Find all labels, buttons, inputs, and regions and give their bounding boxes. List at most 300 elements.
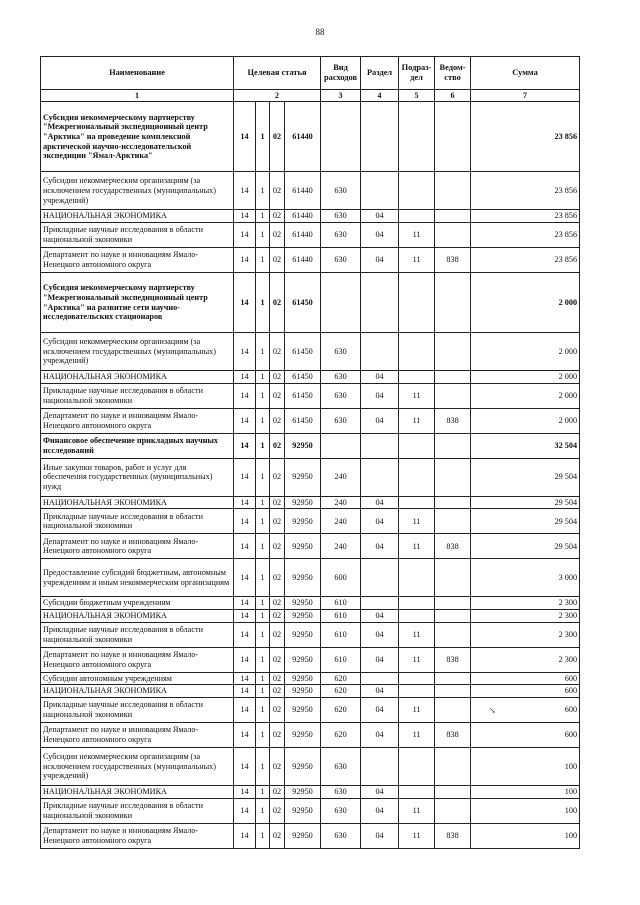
expense-type-code: 630 xyxy=(321,333,361,371)
header-subsection: Подраз-дел xyxy=(399,57,435,90)
section-code xyxy=(361,559,399,597)
subsection-code xyxy=(399,496,435,509)
section-code: 04 xyxy=(361,798,399,823)
table-row xyxy=(41,210,580,223)
row-name: НАЦИОНАЛЬНАЯ ЭКОНОМИКА xyxy=(41,610,234,623)
target-article-event: 02 xyxy=(270,383,285,408)
target-article-program: 14 xyxy=(234,210,256,223)
target-article-event: 02 xyxy=(270,685,285,698)
row-sum: 2 000 xyxy=(471,273,580,333)
row-name: Прикладные научные исследования в области национальной экономики xyxy=(41,223,234,248)
subsection-code: 11 xyxy=(399,798,435,823)
column-number-row xyxy=(41,90,580,102)
section-code: 04 xyxy=(361,223,399,248)
target-article-event: 02 xyxy=(270,102,285,172)
expense-type-code: 620 xyxy=(321,723,361,748)
subsection-code xyxy=(399,371,435,384)
section-code xyxy=(361,172,399,210)
section-code xyxy=(361,433,399,458)
expense-type-code: 610 xyxy=(321,597,361,610)
target-article-program: 14 xyxy=(234,610,256,623)
target-article-subprogram: 1 xyxy=(256,610,270,623)
table-row xyxy=(41,610,580,623)
row-sum: 2 000 xyxy=(471,333,580,371)
row-name: Прикладные научные исследования в области национальной экономики xyxy=(41,698,234,723)
table-row xyxy=(41,786,580,799)
department-code xyxy=(435,798,471,823)
row-name: НАЦИОНАЛЬНАЯ ЭКОНОМИКА xyxy=(41,371,234,384)
section-code: 04 xyxy=(361,496,399,509)
expense-type-code: 630 xyxy=(321,786,361,799)
table-row xyxy=(41,597,580,610)
target-article-code: 92950 xyxy=(285,748,321,786)
scan-mark: ↘ xyxy=(489,706,496,715)
target-article-subprogram: 1 xyxy=(256,248,270,273)
department-code: 838 xyxy=(435,647,471,672)
expense-type-code: 630 xyxy=(321,210,361,223)
department-code xyxy=(435,383,471,408)
row-sum: 2 300 xyxy=(471,610,580,623)
target-article-code: 92950 xyxy=(285,647,321,672)
target-article-code: 61450 xyxy=(285,408,321,433)
target-article-subprogram: 1 xyxy=(256,748,270,786)
target-article-subprogram: 1 xyxy=(256,798,270,823)
section-code: 04 xyxy=(361,371,399,384)
target-article-event: 02 xyxy=(270,210,285,223)
target-article-program: 14 xyxy=(234,748,256,786)
department-code xyxy=(435,172,471,210)
expense-type-code: 630 xyxy=(321,408,361,433)
row-sum: 3 000 xyxy=(471,559,580,597)
row-sum: 29 504 xyxy=(471,458,580,496)
target-article-subprogram: 1 xyxy=(256,672,270,685)
subsection-code xyxy=(399,333,435,371)
row-sum: 29 504 xyxy=(471,496,580,509)
budget-table xyxy=(40,56,580,849)
target-article-program: 14 xyxy=(234,509,256,534)
target-article-subprogram: 1 xyxy=(256,786,270,799)
row-name: Иные закупки товаров, работ и услуг для обеспечения государственных (муниципальных) нужд xyxy=(41,458,234,496)
column-number: 1 xyxy=(41,90,234,102)
target-article-code: 92950 xyxy=(285,786,321,799)
target-article-event: 02 xyxy=(270,786,285,799)
target-article-event: 02 xyxy=(270,458,285,496)
table-row xyxy=(41,248,580,273)
section-code: 04 xyxy=(361,823,399,848)
target-article-code: 92950 xyxy=(285,509,321,534)
target-article-code: 61440 xyxy=(285,223,321,248)
row-sum: 600 xyxy=(471,723,580,748)
table-row xyxy=(41,509,580,534)
expense-type-code: 630 xyxy=(321,371,361,384)
subsection-code: 11 xyxy=(399,383,435,408)
department-code xyxy=(435,685,471,698)
target-article-subprogram: 1 xyxy=(256,210,270,223)
table-row xyxy=(41,458,580,496)
target-article-subprogram: 1 xyxy=(256,223,270,248)
row-name: Департамент по науке и инновациям Ямало-Ненецкого автономного округа xyxy=(41,534,234,559)
row-sum: 2 000 xyxy=(471,371,580,384)
subsection-code xyxy=(399,786,435,799)
target-article-code: 61440 xyxy=(285,248,321,273)
section-code: 04 xyxy=(361,698,399,723)
row-name: Субсидия некоммерческому партнерству "Межрегиональный экспедиционный центр "Арктика" на развитие сети научно-исследовательских стационаров xyxy=(41,273,234,333)
target-article-code: 92950 xyxy=(285,798,321,823)
expense-type-code: 630 xyxy=(321,798,361,823)
table-row xyxy=(41,622,580,647)
target-article-program: 14 xyxy=(234,458,256,496)
target-article-subprogram: 1 xyxy=(256,509,270,534)
expense-type-code: 600 xyxy=(321,559,361,597)
department-code xyxy=(435,610,471,623)
section-code xyxy=(361,597,399,610)
row-name: Департамент по науке и инновациям Ямало-Ненецкого автономного округа xyxy=(41,248,234,273)
target-article-event: 02 xyxy=(270,622,285,647)
target-article-event: 02 xyxy=(270,698,285,723)
row-sum: 2 000 xyxy=(471,408,580,433)
target-article-code: 61450 xyxy=(285,383,321,408)
table-row xyxy=(41,698,580,723)
department-code: 838 xyxy=(435,823,471,848)
row-sum: 23 856 xyxy=(471,172,580,210)
department-code xyxy=(435,672,471,685)
table-row xyxy=(41,333,580,371)
target-article-subprogram: 1 xyxy=(256,723,270,748)
subsection-code: 11 xyxy=(399,622,435,647)
department-code: 838 xyxy=(435,534,471,559)
row-sum: 23 856 xyxy=(471,210,580,223)
subsection-code: 11 xyxy=(399,823,435,848)
target-article-program: 14 xyxy=(234,433,256,458)
column-number: 2 xyxy=(234,90,321,102)
target-article-code: 61450 xyxy=(285,273,321,333)
target-article-code: 92950 xyxy=(285,698,321,723)
table-row xyxy=(41,172,580,210)
target-article-subprogram: 1 xyxy=(256,622,270,647)
section-code: 04 xyxy=(361,622,399,647)
target-article-subprogram: 1 xyxy=(256,685,270,698)
target-article-event: 02 xyxy=(270,223,285,248)
expense-type-code: 630 xyxy=(321,823,361,848)
target-article-code: 92950 xyxy=(285,610,321,623)
row-name: Субсидии некоммерческим организациям (за исключением государственных (муниципальных) учреждений) xyxy=(41,333,234,371)
budget-rows xyxy=(41,102,580,848)
row-name: Департамент по науке и инновациям Ямало-Ненецкого автономного округа xyxy=(41,647,234,672)
department-code xyxy=(435,622,471,647)
target-article-code: 61440 xyxy=(285,102,321,172)
row-name: Прикладные научные исследования в области национальной экономики xyxy=(41,509,234,534)
row-name: Субсидии некоммерческим организациям (за исключением государственных (муниципальных) учреждений) xyxy=(41,172,234,210)
table-row xyxy=(41,647,580,672)
target-article-code: 92950 xyxy=(285,672,321,685)
table-row xyxy=(41,371,580,384)
target-article-code: 92950 xyxy=(285,496,321,509)
department-code xyxy=(435,433,471,458)
target-article-code: 61450 xyxy=(285,371,321,384)
target-article-program: 14 xyxy=(234,102,256,172)
column-number: 4 xyxy=(361,90,399,102)
expense-type-code: 610 xyxy=(321,622,361,647)
row-name: Предоставление субсидий бюджетным, автономным учреждениям и иным некоммерческим организациям xyxy=(41,559,234,597)
department-code xyxy=(435,559,471,597)
subsection-code xyxy=(399,273,435,333)
department-code xyxy=(435,458,471,496)
target-article-program: 14 xyxy=(234,647,256,672)
page-number: 88 xyxy=(315,27,325,37)
row-name: Департамент по науке и инновациям Ямало-Ненецкого автономного округа xyxy=(41,723,234,748)
row-sum: 600 xyxy=(471,685,580,698)
section-code xyxy=(361,102,399,172)
section-code: 04 xyxy=(361,509,399,534)
subsection-code: 11 xyxy=(399,723,435,748)
column-number: 5 xyxy=(399,90,435,102)
expense-type-code: 630 xyxy=(321,172,361,210)
target-article-event: 02 xyxy=(270,672,285,685)
target-article-program: 14 xyxy=(234,723,256,748)
row-sum: 600 xyxy=(471,672,580,685)
department-code: 838 xyxy=(435,723,471,748)
department-code xyxy=(435,786,471,799)
department-code xyxy=(435,273,471,333)
expense-type-code: 620 xyxy=(321,698,361,723)
subsection-code xyxy=(399,610,435,623)
row-sum: 2 300 xyxy=(471,647,580,672)
target-article-subprogram: 1 xyxy=(256,383,270,408)
subsection-code xyxy=(399,458,435,496)
target-article-subprogram: 1 xyxy=(256,273,270,333)
column-number: 6 xyxy=(435,90,471,102)
row-sum: 29 504 xyxy=(471,509,580,534)
table-row xyxy=(41,383,580,408)
column-number: 3 xyxy=(321,90,361,102)
expense-type-code: 240 xyxy=(321,458,361,496)
target-article-subprogram: 1 xyxy=(256,647,270,672)
target-article-program: 14 xyxy=(234,223,256,248)
header-expense-type: Вид расходов xyxy=(321,57,361,90)
subsection-code xyxy=(399,172,435,210)
department-code: 838 xyxy=(435,248,471,273)
section-code: 04 xyxy=(361,786,399,799)
target-article-program: 14 xyxy=(234,172,256,210)
table-row xyxy=(41,559,580,597)
target-article-subprogram: 1 xyxy=(256,371,270,384)
target-article-program: 14 xyxy=(234,273,256,333)
row-name: НАЦИОНАЛЬНАЯ ЭКОНОМИКА xyxy=(41,210,234,223)
row-name: Субсидии бюджетным учреждениям xyxy=(41,597,234,610)
row-sum: 29 504 xyxy=(471,534,580,559)
section-code xyxy=(361,333,399,371)
section-code xyxy=(361,748,399,786)
subsection-code xyxy=(399,210,435,223)
subsection-code xyxy=(399,102,435,172)
row-sum: 2 300 xyxy=(471,597,580,610)
target-article-code: 92950 xyxy=(285,433,321,458)
table-row xyxy=(41,748,580,786)
target-article-subprogram: 1 xyxy=(256,823,270,848)
target-article-program: 14 xyxy=(234,383,256,408)
expense-type-code: 240 xyxy=(321,496,361,509)
target-article-program: 14 xyxy=(234,248,256,273)
target-article-code: 92950 xyxy=(285,534,321,559)
row-name: Департамент по науке и инновациям Ямало-Ненецкого автономного округа xyxy=(41,823,234,848)
target-article-event: 02 xyxy=(270,647,285,672)
target-article-event: 02 xyxy=(270,723,285,748)
subsection-code: 11 xyxy=(399,408,435,433)
row-name: Прикладные научные исследования в области национальной экономики xyxy=(41,622,234,647)
target-article-event: 02 xyxy=(270,333,285,371)
target-article-program: 14 xyxy=(234,597,256,610)
target-article-program: 14 xyxy=(234,672,256,685)
target-article-program: 14 xyxy=(234,698,256,723)
expense-type-code: 610 xyxy=(321,647,361,672)
row-sum: 23 856 xyxy=(471,102,580,172)
subsection-code xyxy=(399,433,435,458)
target-article-program: 14 xyxy=(234,371,256,384)
section-code: 04 xyxy=(361,610,399,623)
target-article-event: 02 xyxy=(270,509,285,534)
department-code xyxy=(435,333,471,371)
target-article-code: 92950 xyxy=(285,458,321,496)
target-article-event: 02 xyxy=(270,433,285,458)
target-article-event: 02 xyxy=(270,597,285,610)
target-article-subprogram: 1 xyxy=(256,458,270,496)
target-article-subprogram: 1 xyxy=(256,534,270,559)
section-code xyxy=(361,273,399,333)
section-code: 04 xyxy=(361,248,399,273)
table-row xyxy=(41,672,580,685)
table-row xyxy=(41,798,580,823)
expense-type-code: 620 xyxy=(321,672,361,685)
row-name: Финансовое обеспечение прикладных научных исследований xyxy=(41,433,234,458)
row-sum: 23 856 xyxy=(471,248,580,273)
table-row xyxy=(41,433,580,458)
target-article-code: 92950 xyxy=(285,597,321,610)
expense-type-code xyxy=(321,102,361,172)
target-article-code: 92950 xyxy=(285,685,321,698)
table-row xyxy=(41,685,580,698)
subsection-code xyxy=(399,559,435,597)
expense-type-code: 610 xyxy=(321,610,361,623)
expense-type-code: 630 xyxy=(321,248,361,273)
target-article-code: 92950 xyxy=(285,823,321,848)
department-code: 838 xyxy=(435,408,471,433)
department-code xyxy=(435,748,471,786)
header-target-article: Целевая статья xyxy=(234,57,321,90)
row-sum: 100 xyxy=(471,823,580,848)
expense-type-code: 630 xyxy=(321,748,361,786)
target-article-subprogram: 1 xyxy=(256,559,270,597)
header-sum: Сумма xyxy=(471,57,580,90)
row-sum: 23 856 xyxy=(471,223,580,248)
subsection-code: 11 xyxy=(399,509,435,534)
target-article-subprogram: 1 xyxy=(256,102,270,172)
section-code: 04 xyxy=(361,408,399,433)
row-name: НАЦИОНАЛЬНАЯ ЭКОНОМИКА xyxy=(41,685,234,698)
section-code xyxy=(361,458,399,496)
table-row xyxy=(41,408,580,433)
target-article-event: 02 xyxy=(270,248,285,273)
subsection-code: 11 xyxy=(399,698,435,723)
subsection-code xyxy=(399,597,435,610)
section-code xyxy=(361,672,399,685)
target-article-program: 14 xyxy=(234,786,256,799)
target-article-code: 61450 xyxy=(285,333,321,371)
target-article-event: 02 xyxy=(270,823,285,848)
department-code xyxy=(435,698,471,723)
row-sum: 100 xyxy=(471,786,580,799)
section-code: 04 xyxy=(361,647,399,672)
expense-type-code: 630 xyxy=(321,223,361,248)
subsection-code: 11 xyxy=(399,223,435,248)
target-article-program: 14 xyxy=(234,798,256,823)
row-sum: 32 504 xyxy=(471,433,580,458)
target-article-program: 14 xyxy=(234,333,256,371)
subsection-code: 11 xyxy=(399,248,435,273)
target-article-program: 14 xyxy=(234,622,256,647)
row-name: Департамент по науке и инновациям Ямало-Ненецкого автономного округа xyxy=(41,408,234,433)
target-article-program: 14 xyxy=(234,685,256,698)
target-article-program: 14 xyxy=(234,534,256,559)
row-name: НАЦИОНАЛЬНАЯ ЭКОНОМИКА xyxy=(41,786,234,799)
target-article-subprogram: 1 xyxy=(256,698,270,723)
expense-type-code: 240 xyxy=(321,534,361,559)
target-article-program: 14 xyxy=(234,408,256,433)
target-article-event: 02 xyxy=(270,610,285,623)
section-code: 04 xyxy=(361,685,399,698)
target-article-code: 61440 xyxy=(285,172,321,210)
table-row xyxy=(41,823,580,848)
expense-type-code: 630 xyxy=(321,383,361,408)
target-article-subprogram: 1 xyxy=(256,408,270,433)
row-sum: 2 300 xyxy=(471,622,580,647)
target-article-event: 02 xyxy=(270,559,285,597)
department-code xyxy=(435,210,471,223)
subsection-code xyxy=(399,685,435,698)
header-department: Ведом-ство xyxy=(435,57,471,90)
subsection-code xyxy=(399,672,435,685)
row-name: Субсидия некоммерческому партнерству "Межрегиональный экспедиционный центр "Арктика" на проведение комплексной арктической научно-исследовательской экспедиции "Ямал-Арктика" xyxy=(41,102,234,172)
row-name: Субсидии некоммерческим организациям (за исключением государственных (муниципальных) учреждений) xyxy=(41,748,234,786)
target-article-subprogram: 1 xyxy=(256,433,270,458)
expense-type-code xyxy=(321,273,361,333)
target-article-event: 02 xyxy=(270,748,285,786)
target-article-event: 02 xyxy=(270,798,285,823)
table-row xyxy=(41,273,580,333)
target-article-event: 02 xyxy=(270,371,285,384)
target-article-subprogram: 1 xyxy=(256,496,270,509)
department-code xyxy=(435,102,471,172)
target-article-code: 61440 xyxy=(285,210,321,223)
target-article-event: 02 xyxy=(270,172,285,210)
target-article-code: 92950 xyxy=(285,622,321,647)
subsection-code: 11 xyxy=(399,534,435,559)
row-sum: 600 xyxy=(471,698,580,723)
table-row xyxy=(41,723,580,748)
row-sum: 2 000 xyxy=(471,383,580,408)
row-name: Прикладные научные исследования в области национальной экономики xyxy=(41,383,234,408)
header-name: Наименование xyxy=(41,57,234,90)
row-name: Субсидии автономным учреждениям xyxy=(41,672,234,685)
expense-type-code xyxy=(321,433,361,458)
target-article-event: 02 xyxy=(270,534,285,559)
row-sum: 100 xyxy=(471,748,580,786)
table-row xyxy=(41,534,580,559)
table-row xyxy=(41,496,580,509)
row-name: НАЦИОНАЛЬНАЯ ЭКОНОМИКА xyxy=(41,496,234,509)
header-row xyxy=(41,57,580,90)
target-article-event: 02 xyxy=(270,496,285,509)
target-article-code: 92950 xyxy=(285,559,321,597)
